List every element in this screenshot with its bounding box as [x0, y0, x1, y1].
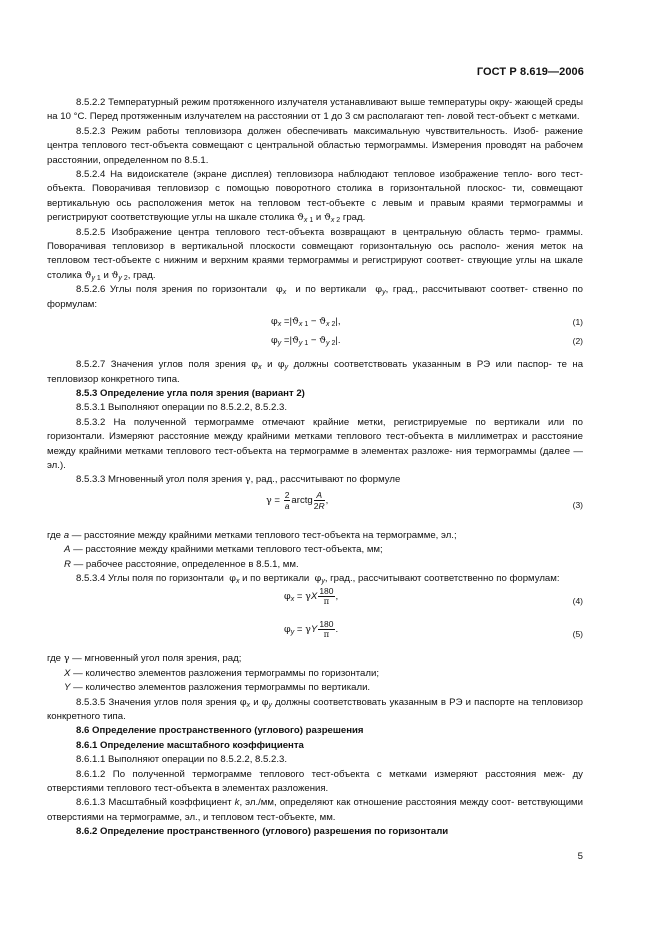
equation-number-3: (3) — [572, 499, 583, 510]
where-A: A — расстояние между крайними метками теплового тест-объекта, мм; — [64, 544, 383, 556]
equation-number-2: (2) — [572, 336, 583, 347]
para-8-6-1-1: 8.6.1.1 Выполняют операции по 8.5.2.2, 8.5.2.3. — [76, 754, 288, 766]
document-body — [47, 96, 583, 840]
para-8-6-1-2: 8.6.1.2 По полученной термограмме теплового тест-объекта с метками измеряют расстояния меж- ду отверстиями теплового тест-объекта в элементах разложения. — [47, 768, 583, 795]
formula-1: $\varphi_x =|ϑ_{x 1} - ϑ_{x 2}|$, (1) — [271, 316, 583, 329]
where-Y: Y — количество элементов разложения термограммы по вертикали. — [64, 682, 371, 694]
where-X: X — количество элементов разложения термограммы по горизонтали; — [64, 667, 380, 679]
para-8-5-3-1: 8.5.3.1 Выполняют операции по 8.5.2.2, 8.5.2.3. — [76, 402, 288, 414]
para-8-5-2-3: 8.5.2.3 Режим работы тепловизора должен обеспечивать максимальную чувствительность. Изоб- ражение центра теплового тест-объекта совмещают с центральной областью термограммы. Измерения проводят на рабочем расстоянии, определенном по 8.5.1. — [47, 125, 584, 166]
formula-2: $\varphi_y =|ϑ_{y 1} - ϑ_{y 2}|$. (2) — [271, 335, 583, 348]
equation-number-1: (1) — [572, 317, 583, 328]
heading-8-6-1: 8.6.1 Определение масштабного коэффициента — [76, 739, 304, 751]
page-number: 5 — [577, 851, 583, 862]
para-8-5-3-5: 8.5.3.5 Значения углов поля зрения $\varphi_x$ и $\varphi_y$ должны соответствовать указанным в РЭ и паспорте на тепловизор конкретного типа. — [47, 696, 584, 722]
para-8-5-3-4: 8.5.3.4 Углы поля по горизонтали $\varphi_x$ и по вертикали $\varphi_y$, град., рассчитывают соответственно по формулам: — [76, 572, 560, 585]
equation-number-5: (5) — [572, 629, 583, 640]
equation-number-4: (4) — [572, 596, 583, 607]
para-8-5-2-6: 8.5.2.6 Углы поля зрения по горизонтали $\varphi_x$ и по вертикали $\varphi_y$, град., рассчитывают соответ- ственно по формулам: — [47, 284, 583, 310]
where-gamma: где γ — мгновенный угол поля зрения, рад; — [47, 653, 242, 665]
heading-8-6: 8.6 Определение пространственного (углового) разрешения — [76, 725, 364, 737]
para-8-5-2-4: 8.5.2.4 На видоискателе (экране дисплея) тепловизора наблюдают тепловое изображение тепло- вого тест-объекта. Поворачивая тепловизор с помощью поворотного столика в горизонтальной плоскос- ти, совмещают вертикальную ось расположения меток на тепловом тест-объекте с левым и правым краями термограммы и регистрируют соответствующие углы на шкале столика $ϑ_{x 1}$ и $ϑ_{x 2}$ град. — [47, 169, 584, 225]
standard-header: ГОСТ Р 8.619—2006 — [476, 66, 584, 78]
heading-8-6-2: 8.6.2 Определение пространственного (углового) разрешения по горизонтали — [76, 826, 449, 838]
para-8-5-2-2: 8.5.2.2 Температурный режим протяженного излучателя устанавливают выше температуры окру- жающей среды на 10 °С. Перед протяженным излучателем на расстоянии от 1 до 3 см располагают теп- ловой тест-объект с метками. — [47, 97, 583, 123]
para-8-5-2-5: 8.5.2.5 Изображение центра теплового тест-объекта возвращают в центральную область термо- граммы. Поворачивая тепловизор в вертикальной плоскости совмещают горизонтальную ось располо- жения меток на тепловом тест-объекте с нижним и верхним краями термограммы и регистрируют соответ- ствующие углы на шкале столика $ϑ_{y 1}$ и $ϑ_{y 2}$, град. — [47, 226, 583, 282]
where-a: где a — расстояние между крайними метками теплового тест-объекта на термограмме, эл.; — [47, 529, 457, 541]
formula-3: γ = $\frac{2}{a}$ arctg $\frac{A}{2R}$ , (3) — [266, 489, 583, 511]
formula-4: $\varphi_x = \gamma X$ $\frac{180}{\pi}$ , (4) — [284, 586, 583, 608]
formula-5: $\varphi_y = \gamma Y$ $\frac{180}{\pi}$ . (5) — [284, 619, 583, 641]
para-8-5-3-3: 8.5.3.3 Мгновенный угол поля зрения γ, рад., рассчитывают по формуле — [76, 474, 401, 486]
para-8-5-3-2: 8.5.3.2 На полученной термограмме отмечают крайние метки, регистрируемые по вертикали или по горизонтали. Измеряют расстояние между крайними метками теплового тест-объекта в миллиметрах и расстояние между крайними метками теплового тест-объекта на термограмме в элементах разложе- ния термограммы (далее — эл.). — [47, 416, 584, 471]
para-8-5-2-7: 8.5.2.7 Значения углов поля зрения $\varphi_x$ и $\varphi_y$ должны соответствовать указанным в РЭ или паспор- те на тепловизор конкретного типа. — [47, 359, 584, 385]
para-8-6-1-3: 8.6.1.3 Масштабный коэффициент k, эл./мм, определяют как отношение расстояния между соот- ветствующими отверстиями на термограмме, эл., и тепловом тест-объекте, мм. — [47, 797, 584, 823]
where-R: R — рабочее расстояние, определенное в 8.5.1, мм. — [64, 558, 299, 570]
heading-8-5-3: 8.5.3 Определение угла поля зрения (вариант 2) — [76, 387, 305, 399]
